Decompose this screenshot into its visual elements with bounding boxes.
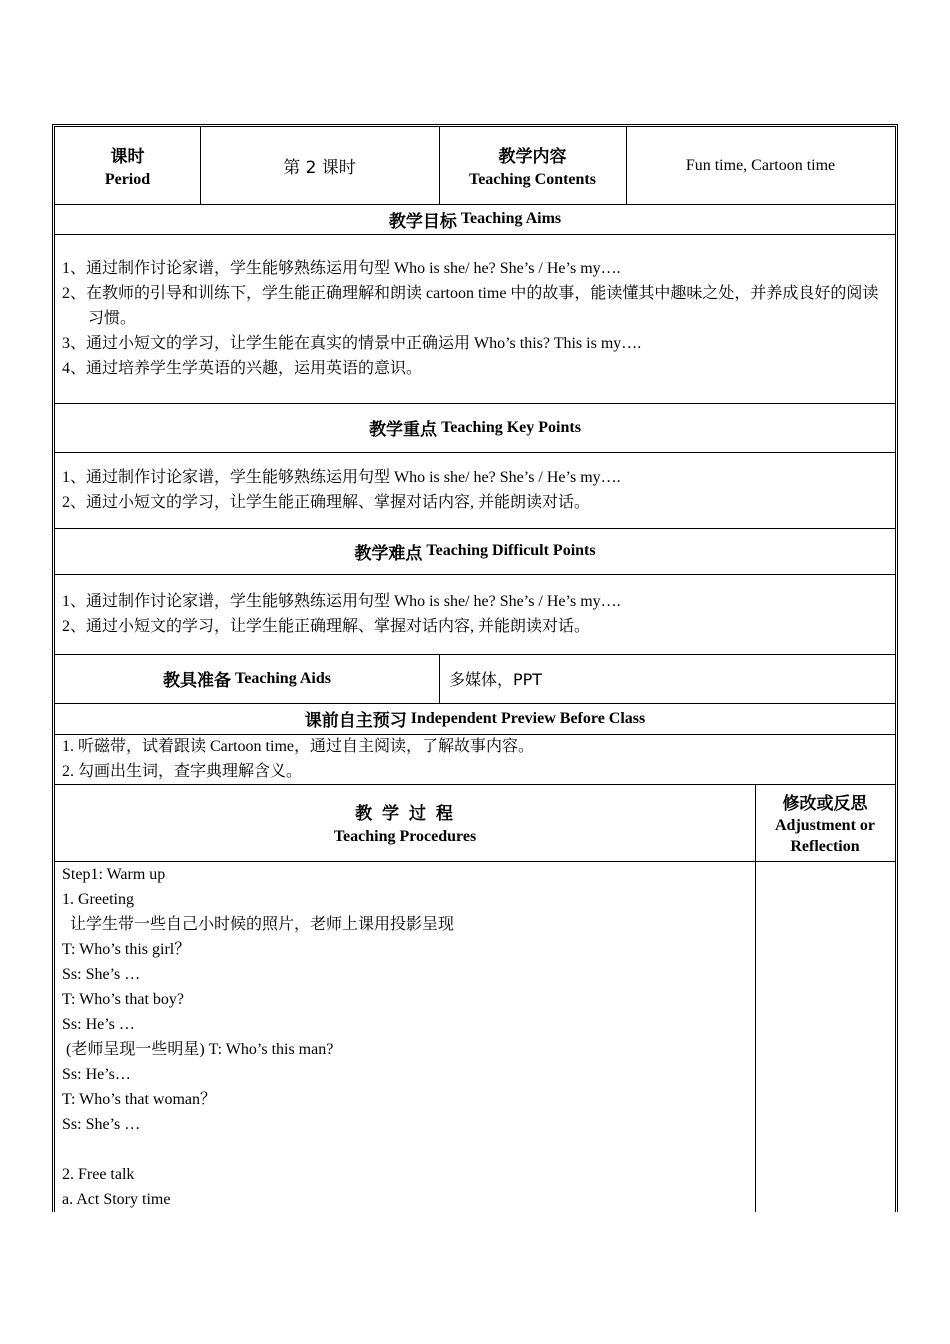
key-points-title-cn: 教学重点 — [369, 420, 438, 440]
preview-list — [62, 734, 534, 784]
key-points-title-en: Teaching Key Points — [441, 418, 581, 436]
contents-label-en: Teaching Contents — [469, 171, 596, 188]
list-item: 2、在教师的引导和训练下，学生能正确理解和朗读 cartoon time 中的故事，能读懂其中趣味之处，并养成良好的阅读习惯。 — [62, 285, 879, 327]
key-points-list — [62, 465, 621, 515]
col-divider — [439, 654, 440, 703]
procedure-line: T: Who’s this girl？ — [62, 941, 191, 958]
list-item: 2. 勾画出生词，查字典理解含义。 — [62, 763, 303, 780]
aids-title-en: Teaching Aids — [235, 669, 331, 687]
key-points-title — [55, 403, 895, 452]
period-value: 第 2 课时 — [283, 158, 356, 178]
procedure-line — [62, 1137, 454, 1162]
aids-value: 多媒体，PPT — [449, 670, 543, 689]
period-label-cell — [55, 127, 200, 204]
preview-title — [55, 703, 895, 734]
difficult-points-title-en: Teaching Difficult Points — [426, 542, 596, 559]
difficult-points-list — [62, 589, 621, 639]
aims-title-cn: 教学目标 — [388, 211, 457, 232]
list-item: 1、通过制作讨论家谱，学生能够熟练运用句型 Who is she/ he? She’s / He’s my…. — [62, 260, 621, 277]
procedure-line: a. Act Story time — [62, 1191, 171, 1208]
aims-list — [62, 256, 888, 381]
row-divider — [55, 452, 895, 453]
procedure-line: Ss: She’s … — [62, 1116, 141, 1133]
list-item: 3、通过小短文的学习，让学生能在真实的情景中正确运用 Who’s this? This is my…. — [62, 335, 642, 352]
difficult-points-title-cn: 教学难点 — [354, 543, 423, 564]
procedures-title — [55, 784, 755, 861]
aids-title-cn: 教具准备 — [163, 671, 232, 691]
preview-title-cn: 课前自主预习 — [304, 711, 407, 731]
procedure-line: Ss: He’s … — [62, 1016, 135, 1033]
list-item: 1. 听磁带，试着跟读 Cartoon time，通过自主阅读，了解故事内容。 — [62, 738, 534, 755]
list-item: 2、通过小短文的学习，让学生能正确理解、掌握对话内容, 并能朗读对话。 — [62, 618, 591, 635]
preview-title-en: Independent Preview Before Class — [410, 709, 646, 727]
list-item: 2、通过小短文的学习，让学生能正确理解、掌握对话内容, 并能朗读对话。 — [62, 494, 591, 511]
procedure-line: T: Who’s that boy? — [62, 991, 184, 1008]
procedure-line: 让学生带一些自己小时候的照片，老师上课用投影呈现 — [62, 916, 455, 933]
contents-label-cn: 教学内容 — [498, 147, 567, 167]
contents-label-cell — [439, 127, 626, 204]
contents-value-cell — [626, 127, 895, 204]
procedures-content — [62, 862, 454, 1212]
procedure-line: (老师呈现一些明星) T: Who’s this man? — [62, 1041, 334, 1058]
aids-title — [55, 654, 439, 703]
aims-title-en: Teaching Aims — [460, 210, 562, 227]
procedure-line: Ss: He’s… — [62, 1066, 131, 1083]
reflection-title-cn: 修改或反思 — [782, 794, 868, 814]
period-value-cell — [200, 127, 439, 204]
procedures-title-cn: 教 学 过 程 — [355, 804, 455, 824]
list-item: 1、通过制作讨论家谱，学生能够熟练运用句型 Who is she/ he? She’s / He’s my…. — [62, 469, 621, 486]
reflection-title — [755, 784, 895, 861]
procedure-line: Ss: She’s … — [62, 966, 141, 983]
reflection-title-en-1: Adjustment or — [775, 817, 875, 834]
procedures-title-en: Teaching Procedures — [333, 828, 477, 845]
list-item: 1、通过制作讨论家谱，学生能够熟练运用句型 Who is she/ he? She’s / He’s my…. — [62, 593, 621, 610]
contents-value: Fun time, Cartoon time — [685, 157, 836, 174]
period-label-en: Period — [104, 171, 151, 188]
reflection-title-en-2: Reflection — [790, 838, 860, 855]
aids-value-cell — [449, 654, 889, 703]
row-divider — [55, 234, 895, 235]
difficult-points-title — [55, 528, 895, 574]
list-item: 4、通过培养学生学英语的兴趣，运用英语的意识。 — [62, 360, 423, 377]
procedure-line: 1. Greeting — [62, 891, 134, 908]
period-label-cn: 课时 — [110, 147, 145, 167]
procedure-line: 2. Free talk — [62, 1166, 135, 1183]
procedure-line: T: Who’s that woman？ — [62, 1091, 217, 1108]
row-divider — [55, 574, 895, 575]
procedure-line: Step1: Warm up — [62, 866, 166, 883]
aims-title — [55, 204, 895, 234]
